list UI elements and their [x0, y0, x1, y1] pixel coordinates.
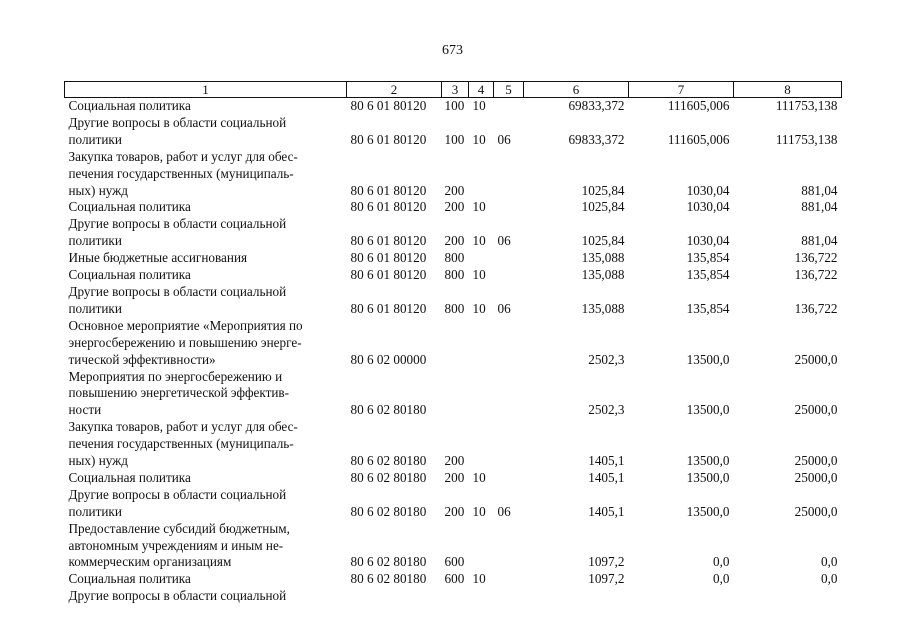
- amount-col-8: 25000,0: [794, 453, 838, 469]
- row-name: [65, 284, 347, 318]
- subsection: [494, 419, 524, 470]
- row-name-line: ности: [68, 402, 102, 418]
- expense-type: 800: [444, 267, 465, 283]
- amount-col-6: 2502,3: [588, 402, 625, 418]
- expense-type: 100: [444, 98, 465, 113]
- row-name-line: Предоставление субсидий бюджетным,: [68, 520, 290, 536]
- row-name: [65, 250, 347, 267]
- target-code: 80 6 01 80120: [350, 98, 427, 113]
- row-name-line: Мероприятия по энергосбережению и: [68, 368, 283, 384]
- section: [469, 521, 494, 572]
- expense-type: [442, 588, 469, 605]
- amount-col-8: 136,722: [794, 300, 838, 316]
- table-row: [65, 98, 842, 115]
- row-name-line: Другие вопросы в области социальной: [68, 588, 287, 604]
- row-name-line: Социальная политика: [68, 267, 191, 283]
- row-name-line: Другие вопросы в области социальной: [68, 283, 287, 299]
- amount-col-8: 111753,138: [775, 98, 838, 113]
- target-code: 80 6 01 80120: [350, 182, 427, 198]
- amount-col-8: 25000,0: [794, 402, 838, 418]
- amount-col-6: 1097,2: [588, 554, 625, 570]
- row-name-line: политики: [68, 300, 122, 316]
- amount-col-7: 1030,04: [686, 199, 730, 215]
- amount-col-8: 881,04: [801, 199, 838, 215]
- amount-col-8: 881,04: [801, 233, 838, 249]
- subsection: 06: [497, 131, 511, 147]
- row-name-line: Закупка товаров, работ и услуг для обес-: [68, 148, 298, 164]
- row-name-line: Социальная политика: [68, 98, 191, 113]
- expense-type: 800: [444, 250, 465, 266]
- section: 10: [472, 233, 486, 249]
- subsection: [494, 267, 524, 284]
- amount-col-6: 1405,1: [588, 469, 625, 485]
- row-name-line: Основное мероприятие «Мероприятия по: [68, 317, 303, 333]
- column-header-5: 5: [494, 82, 524, 98]
- amount-col-7: 13500,0: [686, 469, 730, 485]
- subsection: [494, 98, 524, 115]
- amount-col-7: 13500,0: [686, 402, 730, 418]
- table-row: [65, 284, 842, 318]
- column-header-6: 6: [524, 82, 629, 98]
- amount-col-6: 135,088: [581, 267, 625, 283]
- section: 10: [472, 571, 486, 587]
- table-row: [65, 588, 842, 605]
- amount-col-6: [524, 588, 629, 605]
- column-header-1: 1: [65, 82, 347, 98]
- subsection: [494, 521, 524, 572]
- expense-type: 200: [444, 503, 465, 519]
- table-row: [65, 250, 842, 267]
- column-header-3: 3: [442, 82, 469, 98]
- column-header-7: 7: [629, 82, 734, 98]
- target-code: 80 6 01 80120: [350, 131, 427, 147]
- row-name-line: Социальная политика: [68, 571, 191, 587]
- header-row: [65, 82, 842, 98]
- amount-col-7: 135,854: [686, 300, 730, 316]
- table-row: [65, 369, 842, 420]
- amount-col-8: 25000,0: [794, 469, 838, 485]
- subsection: [494, 588, 524, 605]
- table-body: [65, 98, 842, 606]
- expense-type: 200: [444, 199, 465, 215]
- expense-type: 600: [444, 571, 465, 587]
- amount-col-7: 111605,006: [667, 98, 730, 113]
- row-name-line: автономным учреждениям и иным не-: [68, 537, 284, 553]
- amount-col-6: 1025,84: [581, 199, 625, 215]
- amount-col-7: 0,0: [713, 571, 730, 587]
- table-row: [65, 470, 842, 487]
- amount-col-7: 13500,0: [686, 351, 730, 367]
- table-row: [65, 571, 842, 588]
- target-code: 80 6 01 80120: [350, 250, 427, 266]
- row-name: [65, 487, 347, 521]
- row-name-line: ных) нужд: [68, 182, 128, 198]
- expense-type: [442, 369, 469, 420]
- subsection: [494, 318, 524, 369]
- row-name-line: политики: [68, 131, 122, 147]
- expense-type: [442, 318, 469, 369]
- subsection: [494, 470, 524, 487]
- budget-table: [64, 81, 842, 605]
- row-name: [65, 521, 347, 572]
- row-name: [65, 369, 347, 420]
- section: 10: [472, 469, 486, 485]
- amount-col-8: 136,722: [794, 267, 838, 283]
- section: 10: [472, 300, 486, 316]
- amount-col-7: 111605,006: [667, 131, 730, 147]
- section: 10: [472, 199, 486, 215]
- amount-col-7: 13500,0: [686, 503, 730, 519]
- subsection: 06: [497, 300, 511, 316]
- amount-col-7: [629, 588, 734, 605]
- section: 10: [472, 503, 486, 519]
- amount-col-7: 0,0: [713, 554, 730, 570]
- row-name: [65, 588, 347, 605]
- row-name-line: политики: [68, 233, 122, 249]
- row-name: [65, 115, 347, 149]
- row-name-line: печения государственных (муниципаль-: [68, 165, 294, 181]
- row-name-line: ных) нужд: [68, 453, 128, 469]
- target-code: 80 6 02 80180: [350, 469, 427, 485]
- section: 10: [472, 131, 486, 147]
- amount-col-8: 111753,138: [775, 131, 838, 147]
- target-code: 80 6 01 80120: [350, 267, 427, 283]
- target-code: 80 6 01 80120: [350, 300, 427, 316]
- amount-col-8: 0,0: [821, 571, 838, 587]
- amount-col-6: 1097,2: [588, 571, 625, 587]
- page-number: 673: [442, 43, 463, 58]
- amount-col-7: 13500,0: [686, 453, 730, 469]
- target-code: 80 6 01 80120: [350, 199, 427, 215]
- row-name: [65, 318, 347, 369]
- table-row: [65, 115, 842, 149]
- target-code: 80 6 01 80120: [350, 233, 427, 249]
- row-name: [65, 216, 347, 250]
- amount-col-8: 25000,0: [794, 351, 838, 367]
- target-code: 80 6 02 00000: [350, 351, 427, 367]
- row-name-line: печения государственных (муниципаль-: [68, 436, 294, 452]
- section: [469, 419, 494, 470]
- row-name: [65, 470, 347, 487]
- section: [469, 250, 494, 267]
- row-name: [65, 419, 347, 470]
- amount-col-7: 135,854: [686, 250, 730, 266]
- row-name-line: Закупка товаров, работ и услуг для обес-: [68, 419, 298, 435]
- subsection: [494, 149, 524, 200]
- amount-col-8: [734, 588, 842, 605]
- target-code: [347, 588, 442, 605]
- subsection: [494, 199, 524, 216]
- amount-col-8: 136,722: [794, 250, 838, 266]
- row-name-line: Другие вопросы в области социальной: [68, 216, 287, 232]
- table-row: [65, 216, 842, 250]
- row-name-line: Социальная политика: [68, 469, 191, 485]
- column-header-8: 8: [734, 82, 842, 98]
- row-name-line: Иные бюджетные ассигнования: [68, 250, 248, 266]
- amount-col-6: 1025,84: [581, 182, 625, 198]
- table-row: [65, 318, 842, 369]
- table-row: [65, 199, 842, 216]
- section: [469, 369, 494, 420]
- table-row: [65, 419, 842, 470]
- section: [469, 149, 494, 200]
- section: 10: [472, 98, 486, 113]
- expense-type: 200: [444, 469, 465, 485]
- subsection: 06: [497, 233, 511, 249]
- table-header: [65, 82, 842, 98]
- target-code: 80 6 02 80180: [350, 453, 427, 469]
- row-name-line: тической эффективности»: [68, 351, 216, 367]
- amount-col-6: 1405,1: [588, 453, 625, 469]
- row-name: [65, 98, 347, 115]
- expense-type: 200: [444, 233, 465, 249]
- subsection: [494, 571, 524, 588]
- target-code: 80 6 02 80180: [350, 571, 427, 587]
- table-row: [65, 487, 842, 521]
- table-row: [65, 521, 842, 572]
- amount-col-6: 135,088: [581, 250, 625, 266]
- table-row: [65, 267, 842, 284]
- section: [469, 588, 494, 605]
- amount-col-7: 1030,04: [686, 182, 730, 198]
- amount-col-8: 881,04: [801, 182, 838, 198]
- column-header-4: 4: [469, 82, 494, 98]
- amount-col-6: 1025,84: [581, 233, 625, 249]
- row-name: [65, 267, 347, 284]
- row-name-line: политики: [68, 503, 122, 519]
- amount-col-8: 0,0: [821, 554, 838, 570]
- target-code: 80 6 02 80180: [350, 402, 427, 418]
- amount-col-7: 1030,04: [686, 233, 730, 249]
- amount-col-6: 69833,372: [568, 98, 625, 113]
- expense-type: 200: [444, 453, 465, 469]
- row-name-line: повышению энергетической эффектив-: [68, 385, 290, 401]
- row-name-line: Другие вопросы в области социальной: [68, 114, 287, 130]
- amount-col-6: 69833,372: [568, 131, 625, 147]
- amount-col-6: 1405,1: [588, 503, 625, 519]
- amount-col-6: 2502,3: [588, 351, 625, 367]
- target-code: 80 6 02 80180: [350, 503, 427, 519]
- expense-type: 600: [444, 554, 465, 570]
- amount-col-7: 135,854: [686, 267, 730, 283]
- row-name-line: коммерческим организациям: [68, 554, 232, 570]
- amount-col-6: 135,088: [581, 300, 625, 316]
- row-name-line: энергосбережению и повышению энерге-: [68, 334, 302, 350]
- subsection: [494, 369, 524, 420]
- row-name-line: Другие вопросы в области социальной: [68, 486, 287, 502]
- section: [469, 318, 494, 369]
- row-name-line: Социальная политика: [68, 199, 191, 215]
- row-name: [65, 199, 347, 216]
- expense-type: 800: [444, 300, 465, 316]
- target-code: 80 6 02 80180: [350, 554, 427, 570]
- section: 10: [472, 267, 486, 283]
- amount-col-8: 25000,0: [794, 503, 838, 519]
- expense-type: 100: [444, 131, 465, 147]
- column-header-2: 2: [347, 82, 442, 98]
- row-name: [65, 571, 347, 588]
- row-name: [65, 149, 347, 200]
- expense-type: 200: [444, 182, 465, 198]
- subsection: 06: [497, 503, 511, 519]
- subsection: [494, 250, 524, 267]
- table-row: [65, 149, 842, 200]
